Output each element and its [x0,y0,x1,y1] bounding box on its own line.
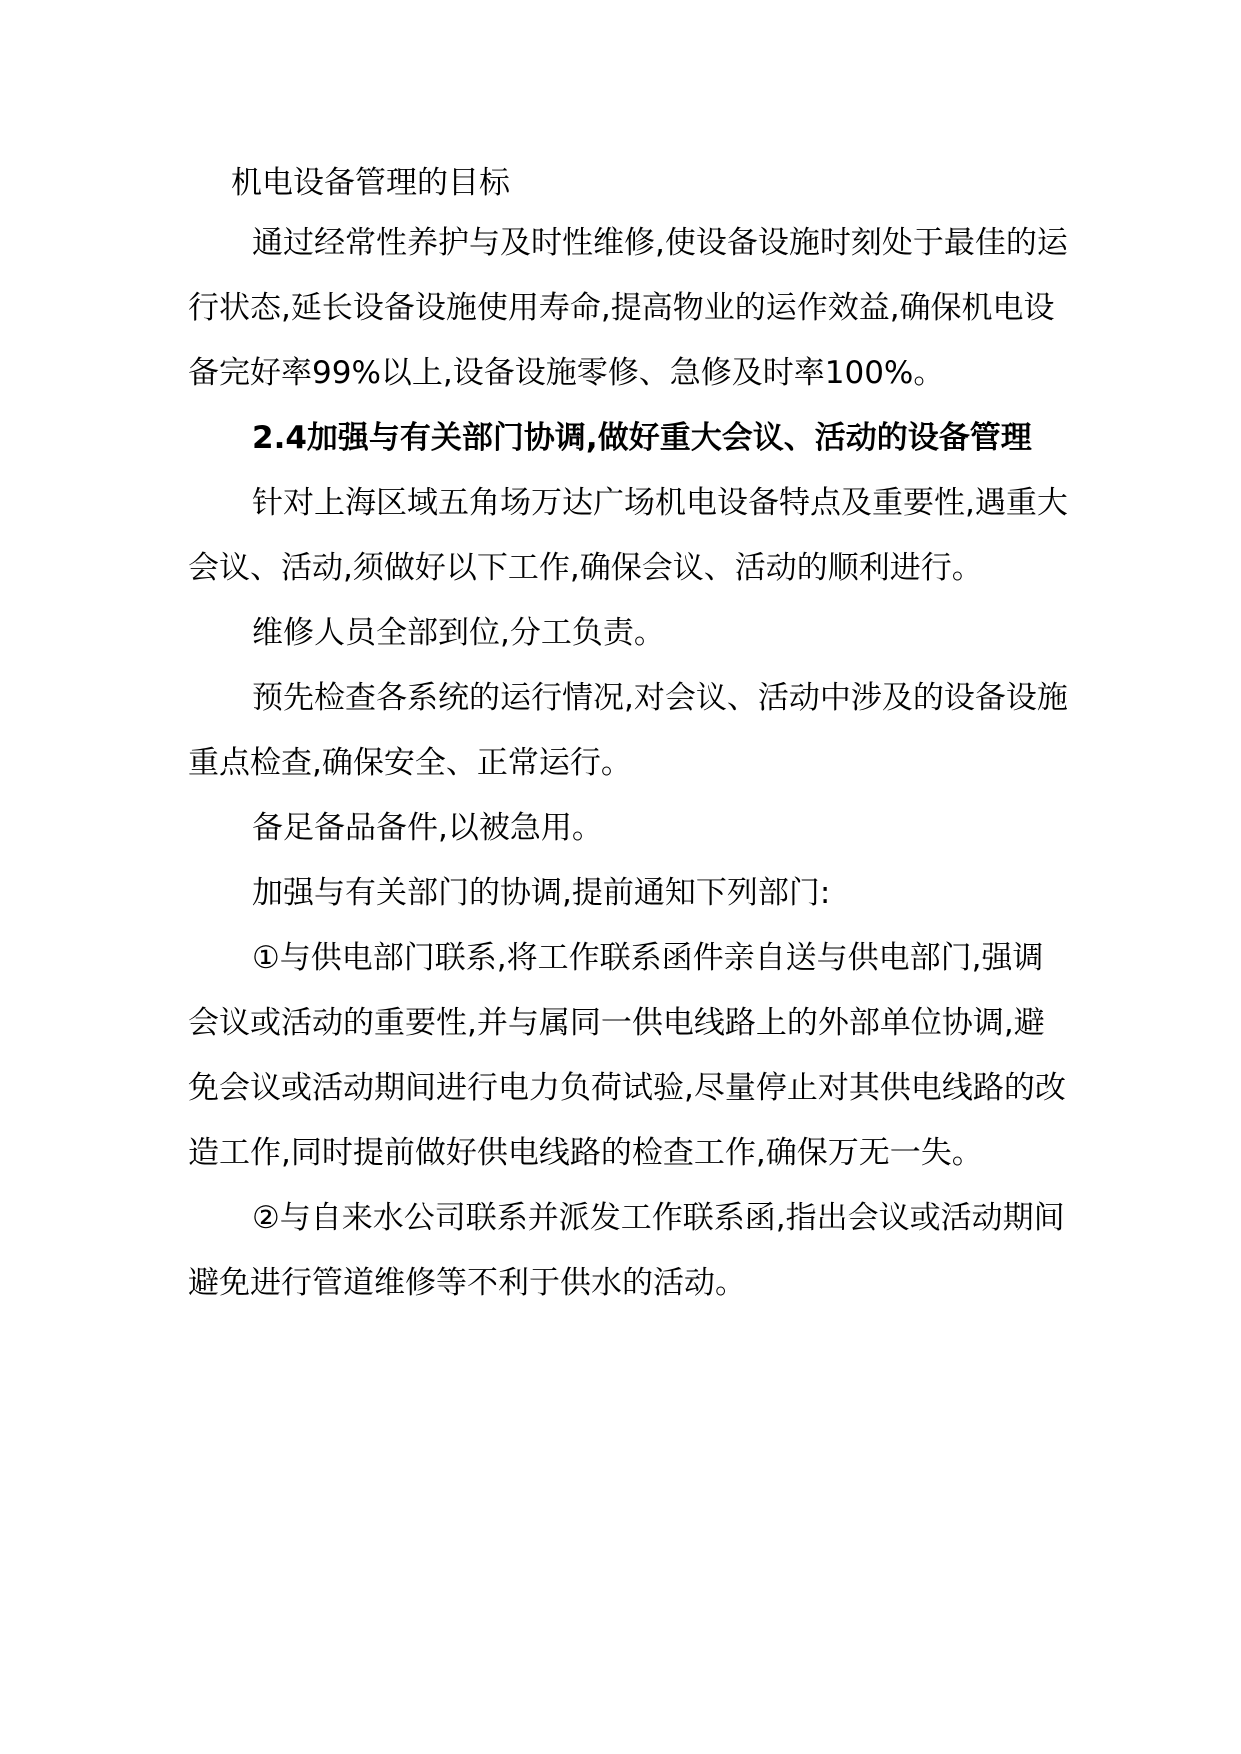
paragraph-goal: 通过经常性养护与及时性维修,使设备设施时刻处于最佳的运行状态,延长设备设施使用寿命,提高物业的运作效益,确保机电设备完好率99%以上,设备设施零修、急修及时率100%。 [188,225,1068,391]
paragraph-power-supply: ①与供电部门联系,将工作联系函件亲自送与供电部门,强调会议或活动的重要性,并与属同一供电线路上的外部单位协调,避免会议或活动期间进行电力负荷试验,尽量停止对其供电线路的改造工作,同时提前做好供电线路的检查工作,确保万无一失。 [188,940,1066,1171]
section-title: 机电设备管理的目标 [231,165,510,201]
paragraph-inspection: 预先检查各系统的运行情况,对会议、活动中涉及的设备设施重点检查,确保安全、正常运行。 [188,680,1068,781]
paragraph-water-supply: ②与自来水公司联系并派发工作联系函,指出会议或活动期间避免进行管道维修等不利于供水的活动。 [188,1200,1065,1301]
document-page [188,155,1070,1316]
paragraph-spares: 备足备品备件,以被急用。 [252,810,603,846]
paragraph-coordination: 加强与有关部门的协调,提前通知下列部门: [252,875,831,911]
section-heading-2-4: 2.4加强与有关部门协调,做好重大会议、活动的设备管理 [252,420,1032,456]
paragraph-intro: 针对上海区域五角场万达广场机电设备特点及重要性,遇重大会议、活动,须做好以下工作,确保会议、活动的顺利进行。 [188,485,1068,586]
paragraph-staff: 维修人员全部到位,分工负责。 [252,615,665,651]
